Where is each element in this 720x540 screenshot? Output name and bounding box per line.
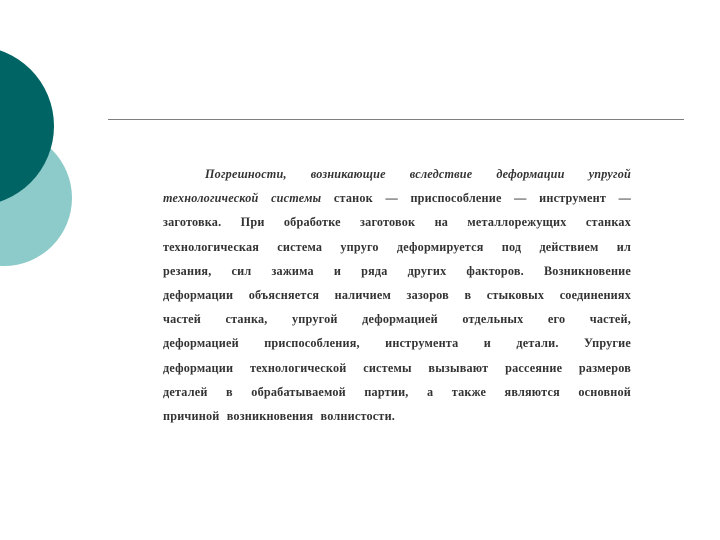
line-rest: станок — приспособление — инструмент — [321, 191, 631, 206]
paragraph-line: причиной возникновения волнистости. [163, 408, 396, 423]
paragraph-line [163, 186, 631, 210]
paragraph-line: технологическая система упруго деформируется под действием ил [163, 239, 631, 254]
decorative-circles [0, 0, 80, 300]
paragraph-line: деформации объясняется наличием зазоров в стыковых соединениях [163, 287, 631, 302]
paragraph-line: деформации технологической системы вызывают рассеяние размеров [163, 360, 631, 375]
paragraph-line: Погрешности, возникающие вследствие деформации упругой [205, 167, 631, 181]
paragraph-line: заготовка. При обработке заготовок на металлорежущих станках [163, 215, 631, 230]
body-paragraph [163, 162, 631, 428]
paragraph-line: деформацией приспособления, инструмента и детали. Упругие [163, 336, 631, 351]
italic-term: технологической системы [163, 191, 322, 206]
paragraph-line: резания, сил зажима и ряда других факторов. Возникновение [163, 263, 631, 278]
paragraph-line: частей станка, упругой деформацией отдельных его частей, [163, 312, 631, 327]
horizontal-rule [108, 119, 684, 120]
paragraph-line: деталей в обрабатываемой партии, а также являются основной [163, 384, 631, 399]
